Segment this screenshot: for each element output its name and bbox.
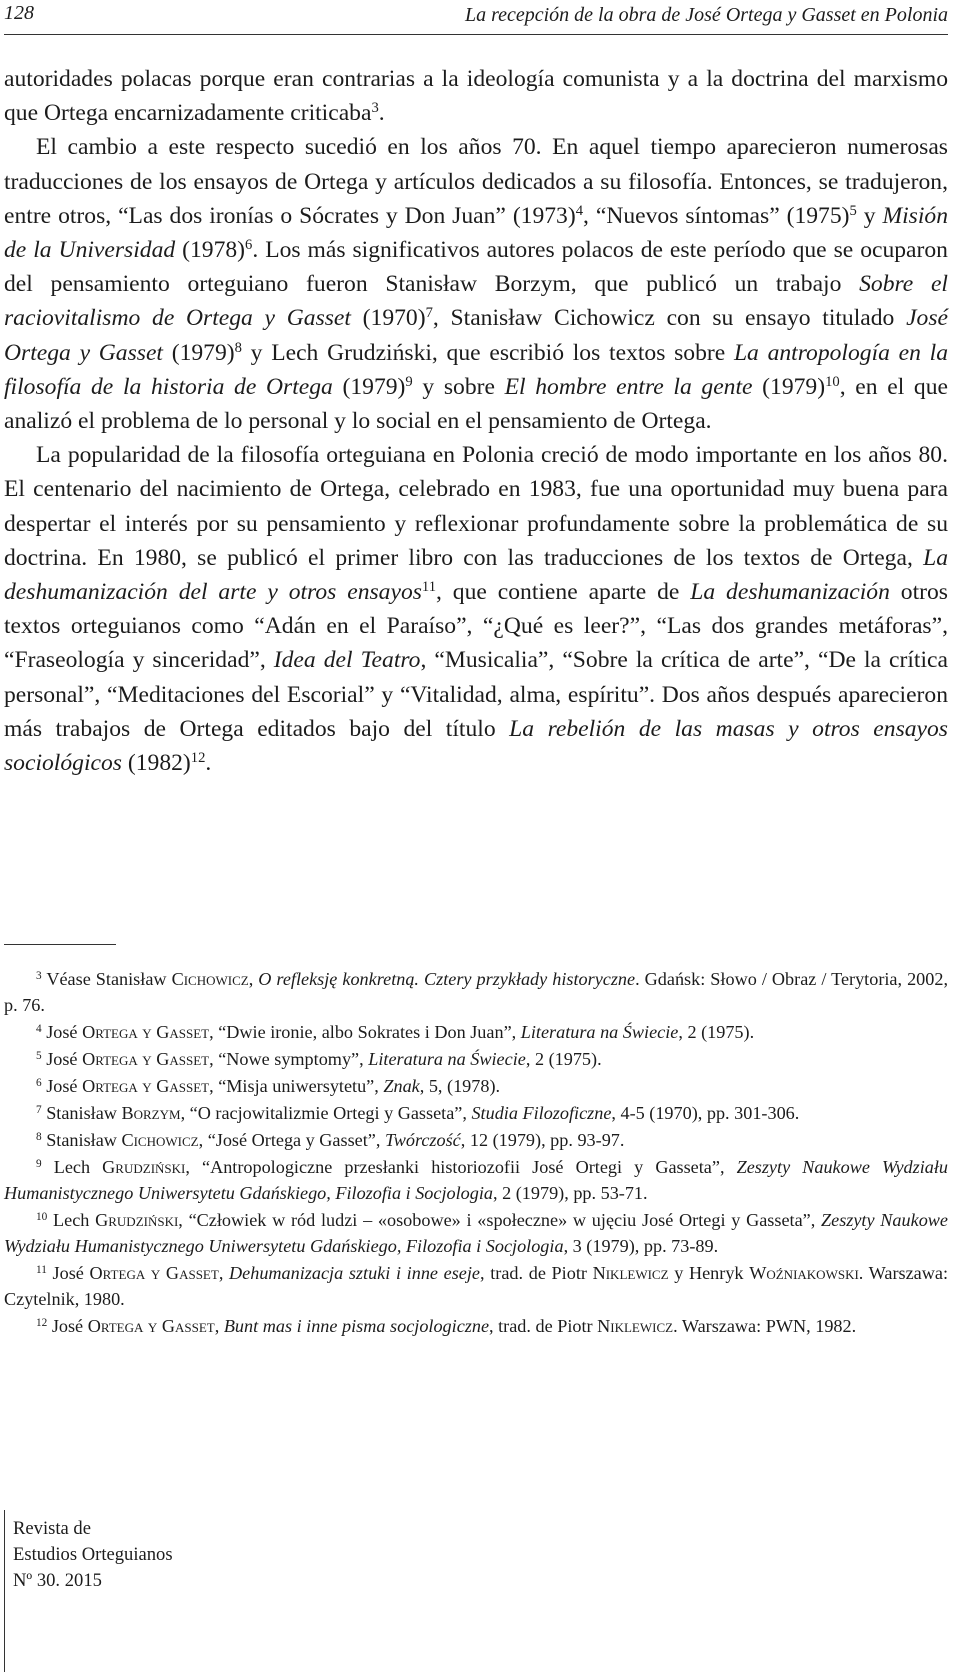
text-run: y Henryk: [668, 1263, 750, 1283]
italic-title: Zeszyty Naukowe Wydziału Humanistycznego Uniwersytetu Gdańskiego, Filozofia i Socjologia: [4, 1210, 948, 1256]
author-surname: Ortega y Gasset: [82, 1076, 210, 1096]
text-run: ,: [248, 969, 259, 989]
footnote-8: [4, 1127, 948, 1153]
text-run: , 2 (1975).: [525, 1049, 602, 1069]
italic-title: La deshumanización del arte y otros ensayos: [4, 544, 948, 606]
italic-title: Sobre el raciovitalismo de Ortega y Gasset: [4, 271, 948, 332]
text-run: y Lech Grudziński, que escribió los textos sobre: [241, 339, 734, 366]
text-run: , 4-5 (1970), pp. 301-306.: [611, 1103, 800, 1123]
text-run: (1979): [332, 373, 406, 400]
text-run: , trad. de Piotr: [480, 1263, 593, 1283]
text-run: .: [205, 750, 212, 777]
text-run: Lech: [53, 1157, 103, 1177]
footnote-3: [4, 966, 948, 1018]
text-run: , 2 (1979), pp. 53-71.: [493, 1183, 648, 1203]
text-run: Stanisław: [46, 1130, 122, 1150]
text-run: Lech: [53, 1210, 96, 1230]
text-run: José: [52, 1263, 90, 1283]
text-run: . Gdańsk: Słowo / Obraz / Terytoria, 2002, p. 76.: [4, 969, 949, 1015]
text-run: y sobre: [412, 373, 505, 400]
text-run: , trad. de Piotr: [489, 1316, 598, 1336]
page-header: [4, 0, 948, 35]
author-surname: Ortega y Gasset: [82, 1022, 210, 1042]
footnote-9: [4, 1154, 948, 1206]
translator-surname: Niklewicz: [592, 1263, 669, 1283]
text-run: La popularidad de la filosofía orteguiana en Polonia creció de modo importante en los años 80. El centenario del nacimiento de Ortega, celebrado en 1983, fue una oportunidad muy buena para despertar el interés por su pensamiento y reflexionar profundamente sobre la problemática de su doctrina. En 1980, se publicó el primer libro con las traducciones de los textos de Ortega,: [4, 442, 948, 571]
text-run: autoridades polacas porque eran contrarias a la ideología comunista y a la doctrina del marxismo que Ortega encarnizadamente criticaba: [4, 66, 948, 127]
footnote-ref-5[interactable]: 5: [849, 202, 857, 219]
footnote-number: 10: [36, 1210, 48, 1223]
text-run: , 5, (1978).: [419, 1076, 501, 1096]
author-surname: Ortega y Gasset: [87, 1316, 215, 1336]
text-run: ,: [214, 1316, 224, 1336]
footnote-ref-11[interactable]: 11: [421, 579, 437, 595]
author-surname: Cichowicz: [171, 969, 249, 989]
footnote-ref-8[interactable]: 8: [234, 339, 242, 356]
italic-title: Misión de la Universidad: [4, 202, 949, 264]
italic-title: Bunt mas i inne pisma socjologiczne: [223, 1316, 490, 1336]
text-run: José: [46, 1076, 83, 1096]
italic-title: El hombre entre la gente: [504, 373, 753, 400]
text-run: (1979): [163, 339, 235, 366]
text-run: , “O racjowitalizmie Ortegi y Gasseta”,: [180, 1103, 472, 1123]
footnote-4: [4, 1019, 948, 1045]
author-surname: Cichowicz: [121, 1130, 199, 1150]
main-text: [4, 62, 948, 780]
paragraph-2: [4, 130, 948, 438]
text-run: , “Misja uniwersytetu”,: [209, 1076, 384, 1096]
text-run: (1970): [350, 305, 426, 332]
text-run: , Stanisław Cichowicz con su ensayo titulado: [432, 305, 907, 332]
text-run: , 2 (1975).: [678, 1022, 755, 1042]
footnote-11: [4, 1260, 948, 1312]
text-run: , 3 (1979), pp. 73-89.: [563, 1236, 719, 1256]
paragraph-3: [4, 438, 948, 780]
text-run: , “Antropologiczne przesłanki historiozofii José Ortegi y Gasseta”,: [185, 1157, 737, 1177]
text-run: otros textos orteguianos como “Adán en el Paraíso”, “¿Qué es leer?”, “Las dos grandes metáforas”, “Fraseología y sinceridad”,: [4, 579, 948, 674]
footnote-number: 12: [36, 1316, 48, 1329]
footnote-number: 4: [36, 1022, 42, 1035]
text-run: , “Dwie ironie, albo Sokrates i Don Juan”,: [209, 1022, 521, 1042]
text-run: . Los más significativos autores polacos de este período que se ocuparon del pensamiento orteguiano fueron Stanisław Borzym, que publicó un trabajo: [4, 237, 948, 298]
text-run: , 12 (1979), pp. 93-97.: [460, 1130, 625, 1150]
footnote-number: 5: [36, 1049, 42, 1062]
author-surname: Borzym: [121, 1103, 181, 1123]
italic-title: O refleksję konkretną. Cztery przykłady historyczne: [258, 969, 636, 989]
text-run: , “Musicalia”, “Sobre la crítica de arte”, “De la crítica personal”, “Meditaciones del Escorial” y “Vitalidad, alma, espíritu”. Dos años después aparecieron más trabajos de Ortega editados bajo del título: [4, 647, 948, 742]
italic-title: La rebelión de las masas y otros ensayos sociológicos: [4, 715, 948, 777]
italic-title: José Ortega y Gasset: [4, 305, 948, 366]
text-run: , “Człowiek w ród ludzi – «osobowe» i «społeczne» w ujęciu José Ortegi y Gasseta”,: [178, 1210, 822, 1230]
journal-info: [4, 1510, 205, 1672]
footnotes: [4, 966, 948, 1340]
text-run: , “Nuevos síntomas” (1975): [583, 202, 850, 229]
text-run: y: [856, 202, 883, 229]
text-run: , que contiene aparte de: [436, 579, 691, 606]
footnote-number: 9: [36, 1157, 42, 1170]
running-title: La recepción de la obra de José Ortega y Gasset en Polonia: [464, 4, 948, 26]
footnote-ref-7[interactable]: 7: [425, 305, 433, 322]
page-number: 128: [4, 2, 34, 24]
footnote-7: [4, 1100, 948, 1126]
italic-title: La antropología en la filosofía de la historia de Ortega: [4, 339, 948, 400]
text-run: (1979): [752, 373, 826, 400]
text-run: Stanisław: [46, 1103, 122, 1123]
text-run: José: [51, 1316, 88, 1336]
italic-title: Twórczość: [384, 1130, 461, 1150]
text-run: Véase Stanisław: [46, 969, 172, 989]
text-run: , en el que analizó el problema de lo personal y lo social en el pensamiento de Ortega.: [4, 373, 948, 435]
footnote-ref-4[interactable]: 4: [575, 202, 584, 219]
text-run: (1978): [175, 237, 246, 264]
translator-surname: Woźniakowski: [749, 1263, 859, 1283]
text-run: ,: [218, 1263, 230, 1283]
footnote-number: 7: [36, 1103, 42, 1116]
italic-title: Znak: [383, 1076, 420, 1096]
text-run: , “Nowe symptomy”,: [209, 1049, 369, 1069]
footnote-ref-3[interactable]: 3: [371, 100, 379, 117]
italic-title: Zeszyty Naukowe Wydziału Humanistycznego Uniwersytetu Gdańskiego, Filozofia i Socjologia: [4, 1157, 949, 1203]
footnote-separator: [4, 944, 116, 945]
italic-title: Studia Filozoficzne: [471, 1103, 612, 1123]
italic-title: La deshumanización: [690, 579, 890, 606]
author-surname: Ortega y Gasset: [82, 1049, 210, 1069]
text-run: .: [378, 100, 385, 127]
footnote-number: 6: [36, 1076, 42, 1089]
text-run: . Warszawa: PWN, 1982.: [673, 1316, 857, 1336]
text-run: , “José Ortega y Gasset”,: [198, 1130, 385, 1150]
translator-surname: Niklewicz: [597, 1316, 674, 1336]
text-run: José: [46, 1022, 83, 1042]
footnote-10: [4, 1207, 948, 1259]
footnote-number: 3: [36, 969, 42, 982]
text-run: José: [46, 1049, 83, 1069]
italic-title: Idea del Teatro: [273, 647, 421, 674]
author-surname: Grudziński: [102, 1157, 186, 1177]
journal-name-line-2: Estudios Orteguianos: [13, 1544, 173, 1565]
footnote-number: 8: [36, 1130, 42, 1143]
paragraph-1: [4, 62, 948, 130]
footnote-12: [4, 1313, 948, 1339]
footnote-ref-6[interactable]: 6: [245, 236, 253, 253]
journal-name-line-1: Revista de: [13, 1518, 91, 1539]
journal-issue: Nº 30. 2015: [13, 1570, 102, 1591]
author-surname: Ortega y Gasset: [89, 1263, 219, 1283]
italic-title: Literatura na Świecie: [520, 1022, 679, 1042]
footnote-ref-10[interactable]: 10: [825, 373, 840, 390]
text-run: El cambio a este respecto sucedió en los años 70. En aquel tiempo aparecieron numerosas traducciones de los ensayos de Ortega y artículos dedicados a su filosofía. Entonces, se tradujeron, entre otros, “Las dos ironías o Sócrates y Don Juan” (1973): [4, 134, 948, 229]
author-surname: Grudziński: [95, 1210, 179, 1230]
footnote-ref-9[interactable]: 9: [405, 373, 413, 390]
italic-title: Literatura na Świecie: [368, 1049, 526, 1069]
italic-title: Dehumanizacja sztuki i inne eseje: [229, 1263, 481, 1283]
footnote-ref-12[interactable]: 12: [190, 750, 206, 767]
footnote-6: [4, 1073, 948, 1099]
text-run: . Warszawa: Czytelnik, 1980.: [4, 1263, 949, 1309]
footnote-5: [4, 1046, 948, 1072]
text-run: (1982): [121, 750, 191, 777]
footnote-number: 11: [36, 1263, 47, 1276]
